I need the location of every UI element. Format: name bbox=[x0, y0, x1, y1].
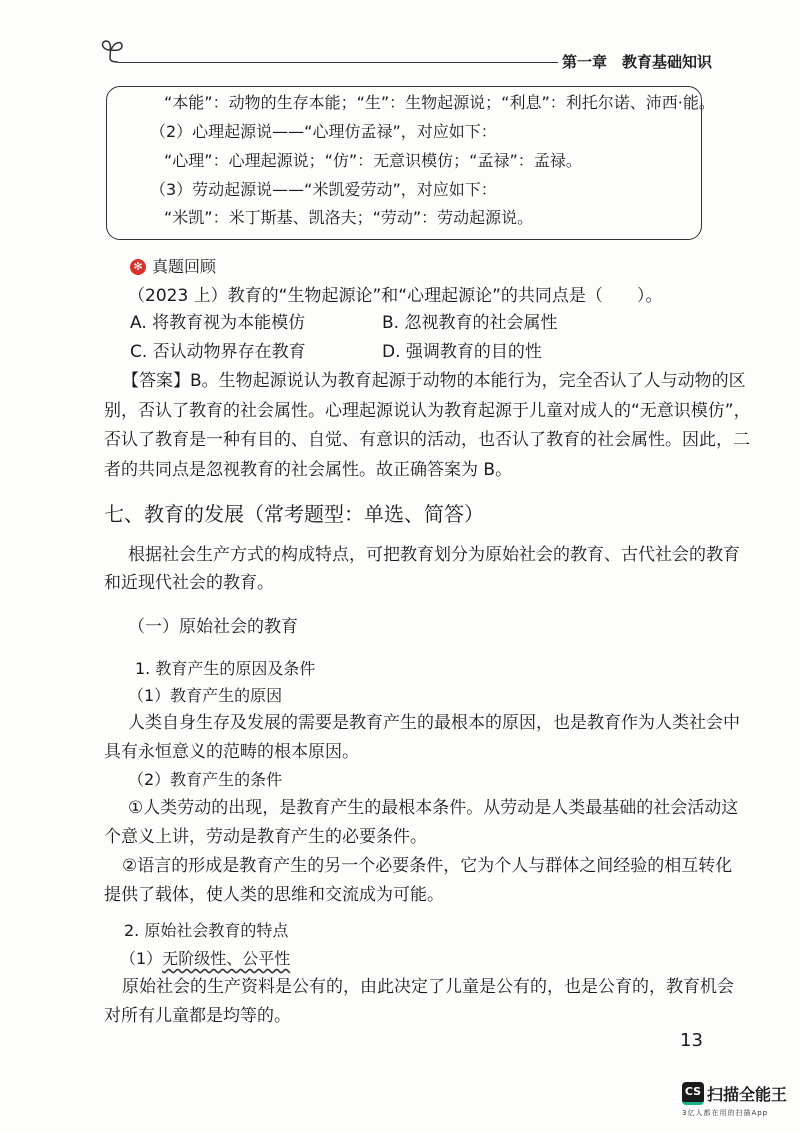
option-b: B. 忽视教育的社会属性 bbox=[382, 313, 558, 333]
paragraph-line: 个意义上讲，劳动是教育产生的必要条件。 bbox=[104, 827, 427, 847]
heading-2: 2. 原始社会教育的特点 bbox=[124, 921, 289, 940]
watermark-slogan: 3亿人都在用的扫描App bbox=[682, 1109, 769, 1117]
intro-line: 和近现代社会的教育。 bbox=[104, 573, 274, 593]
heading-2-1 bbox=[120, 948, 290, 970]
paragraph-line: ②语言的形成是教育产生的另一个必要条件，它为个人与群体之间经验的相互转化 bbox=[122, 856, 733, 876]
intro-line: 根据社会生产方式的构成特点，可把教育划分为原始社会的教育、古代社会的教育 bbox=[128, 545, 740, 565]
box-line: （3）劳动起源说——“米凯爱劳动”，对应如下： bbox=[150, 180, 497, 199]
paragraph-line: 具有永恒意义的范畴的根本原因。 bbox=[104, 742, 359, 762]
subsection-heading: （一）原始社会的教育 bbox=[128, 617, 298, 637]
answer-line: 者的共同点是忽视教育的社会属性。故正确答案为 B。 bbox=[104, 460, 513, 480]
paragraph-line: 提供了载体，使人类的思维和交流成为可能。 bbox=[104, 885, 444, 905]
heading-2-1-num: （1） bbox=[120, 949, 163, 968]
option-d: D. 强调教育的目的性 bbox=[382, 342, 542, 362]
section-heading: 七、教育的发展（常考题型：单选、简答） bbox=[104, 502, 484, 526]
header-rule bbox=[118, 62, 558, 63]
option-c: C. 否认动物界存在教育 bbox=[130, 342, 306, 362]
paragraph-line: ①人类劳动的出现，是教育产生的最根本条件。从劳动是人类最基础的社会活动这 bbox=[128, 798, 739, 818]
camscanner-logo-icon: CS bbox=[682, 1082, 704, 1105]
heading-1-2: （2）教育产生的条件 bbox=[128, 770, 283, 789]
scanner-watermark bbox=[682, 1082, 787, 1118]
box-line: “本能”：动物的生存本能；“生”：生物起源说；“利息”：利托尔诺、沛西·能。 bbox=[164, 93, 715, 112]
box-line: （2）心理起源说——“心理仿孟禄”，对应如下： bbox=[150, 122, 497, 141]
question-text: （2023 上）教育的“生物起源论”和“心理起源论”的共同点是（ ）。 bbox=[128, 286, 663, 306]
heading-1-1: （1）教育产生的原因 bbox=[128, 686, 283, 705]
review-label: 真题回顾 bbox=[152, 257, 217, 276]
paragraph-line: 对所有儿童都是均等的。 bbox=[104, 1006, 291, 1026]
chapter-title: 第一章 教育基础知识 bbox=[562, 53, 713, 71]
answer-line: 别，否认了教育的社会属性。心理起源说认为教育起源于儿童对成人的“无意识模仿”， bbox=[104, 401, 751, 421]
answer-line: 否认了教育是一种有目的、自觉、有意识的活动，也否认了教育的社会属性。因此，二 bbox=[104, 430, 750, 450]
box-line: “米凯”：米丁斯基、凯洛夫；“劳动”：劳动起源说。 bbox=[164, 208, 534, 227]
answer-line: 【答案】B。生物起源说认为教育起源于动物的本能行为，完全否认了人与动物的区 bbox=[122, 371, 746, 391]
box-line: “心理”：心理起源说；“仿”：无意识模仿；“孟禄”：孟禄。 bbox=[164, 151, 582, 170]
paragraph-line: 原始社会的生产资料是公有的，由此决定了儿童是公有的，也是公育的，教育机会 bbox=[122, 977, 734, 997]
page-number: 13 bbox=[680, 1030, 703, 1051]
watermark-name: 扫描全能王 bbox=[707, 1085, 788, 1104]
heading-2-1-text: 无阶级性、公平性 bbox=[162, 949, 291, 968]
option-a: A. 将教育视为本能模仿 bbox=[130, 313, 306, 333]
heading-1: 1. 教育产生的原因及条件 bbox=[135, 659, 316, 678]
paragraph-line: 人类自身生存及发展的需要是教育产生的最根本的原因，也是教育作为人类社会中 bbox=[128, 713, 740, 733]
review-seal-icon: ✻ bbox=[130, 259, 146, 275]
